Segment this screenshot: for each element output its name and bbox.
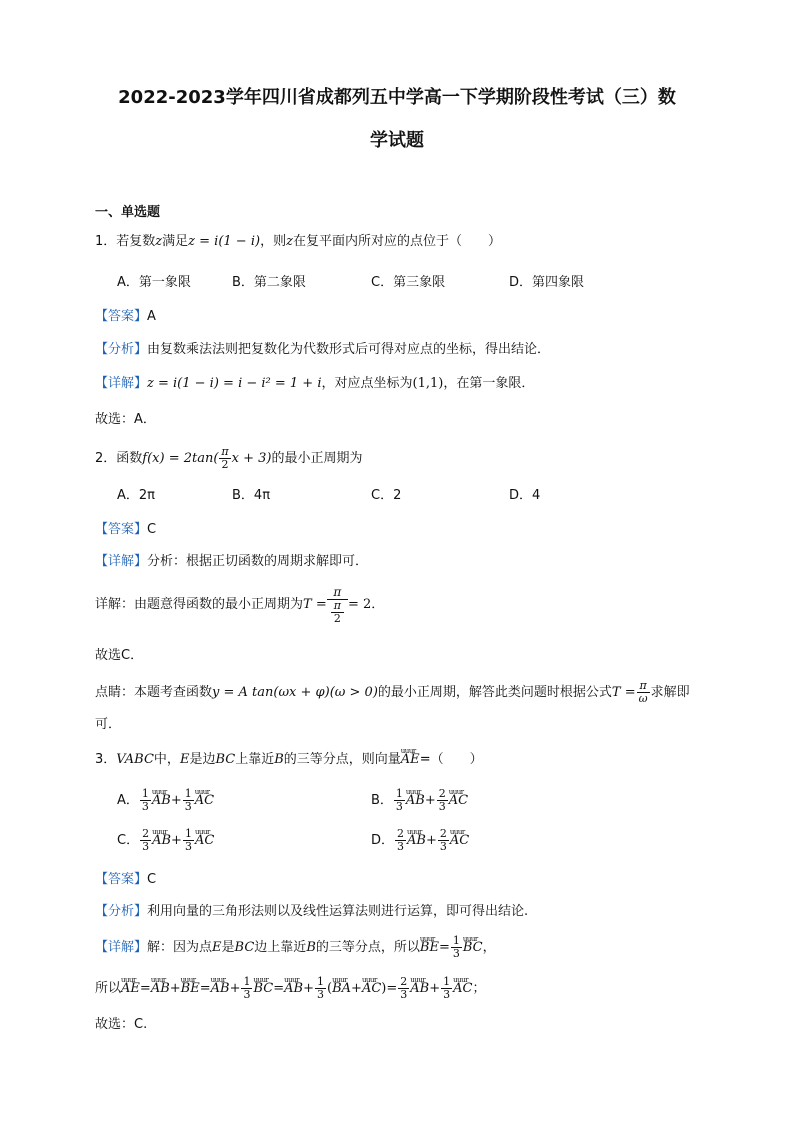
q1-detail [95, 375, 534, 393]
q2-detail2-a: 详解：由题意得函数的最小正周期为 [95, 597, 304, 612]
q1-answer-value: A [147, 309, 156, 324]
q3-chain-end: ； [472, 981, 486, 996]
q2-stem-f2: x + 3) [231, 451, 272, 466]
q2-stem-b: 的最小正周期为 [271, 451, 363, 466]
q3-chain-plus4: + [351, 981, 362, 996]
q3-analysis [95, 903, 528, 921]
q1-detail-eq: z = i(1 − i) = i − i² = 1 + i [147, 376, 322, 391]
q1-detail-a: ，对应点坐标为 [321, 376, 413, 391]
q1-option-d: D．第四象限 [509, 275, 585, 290]
q2-answer [95, 521, 156, 539]
q3-detail [95, 935, 496, 960]
q3-stem-c: 是边 [189, 752, 216, 767]
q3-chain-plus3: + [303, 981, 314, 996]
q3-opt-a-frac1 [140, 788, 151, 813]
q1-var-z2: z [286, 234, 293, 249]
q1-detail-b: ，在第一象限． [443, 376, 535, 391]
q3-opt-c-d1: 3 [142, 840, 150, 853]
q3-chain-f1n: 1 [243, 975, 251, 988]
q1-var-z: z [155, 234, 163, 249]
q3-opt-d-n1: 2 [397, 827, 405, 840]
q1-option-b: B．第二象限 [232, 275, 306, 290]
q3-opt-c-d2: 3 [184, 840, 192, 853]
q3-opt-b-vac: uuur AC [449, 792, 468, 810]
q1-conclusion: 故选：A． [95, 412, 156, 427]
q1-stem-d: 在复平面内所对应的点位于（ ） [292, 234, 501, 249]
q3-option-b-label: B． [371, 793, 393, 808]
q3-chain-eq1: = [139, 981, 151, 996]
q3-opt-d-vac: uuur AC [450, 832, 469, 850]
q3-chain-eq2: = [199, 981, 211, 996]
q3-chain-f1d: 3 [243, 988, 251, 1001]
q2-detail2-b: ． [371, 597, 385, 612]
page-title-line2: 学试题 [370, 130, 424, 151]
q3-chain-plus5: + [429, 981, 441, 996]
q3-opt-d-d1: 3 [397, 840, 405, 853]
q3-detail-d: 的三等分点，所以 [315, 940, 420, 955]
q3-answer-value: C [147, 872, 157, 887]
q2-option-d: D．4 [509, 488, 541, 503]
q3-detail-frac-num: 1 [452, 934, 460, 947]
q3-stem-BC: BC [215, 752, 236, 767]
q3-detail-tag: 【详解】 [95, 940, 148, 955]
q3-chain-AB3: uuur AB [284, 980, 303, 998]
q2-remark-num: π [637, 680, 650, 693]
q3-opt-a-vac: uuur AC [195, 792, 214, 810]
q2-detail2 [95, 580, 384, 630]
q3-chain-f2n: 1 [317, 975, 324, 988]
q2-stem [95, 446, 363, 471]
q3-stem-triangle: VABC [116, 752, 154, 767]
q3-opt-b-frac2 [437, 788, 448, 813]
q1-analysis [95, 341, 550, 359]
q3-opt-d-frac2 [438, 828, 449, 853]
q3-chain-f4d: 3 [443, 988, 451, 1001]
q3-detail-end: ， [482, 940, 496, 955]
q3-answer [95, 871, 156, 889]
q3-opt-c-frac2 [183, 828, 194, 853]
q3-detail-B: B [306, 940, 316, 955]
q2-option-b: B．4π [232, 488, 271, 503]
q3-chain-rparen: ) [381, 981, 387, 996]
q3-conclusion: 故选：C. [95, 1017, 148, 1032]
q3-opt-d-n2: 2 [439, 827, 447, 840]
q3-detail-c: 边上靠近 [254, 940, 307, 955]
q3-chain-AB2: uuur AB [211, 980, 230, 998]
q2-answer-value: C [147, 522, 157, 537]
q2-remark-f: y = A tan(ωx + φ)(ω > 0) [212, 685, 378, 700]
q3-opt-a-vab: uuur AB [152, 792, 171, 810]
q3-chain-frac4 [441, 976, 452, 1001]
q3-chain-f2d: 3 [317, 988, 324, 1001]
q3-chain-AC1: uuur AC [362, 980, 381, 998]
q1-stem-eq: z = i(1 − i) [188, 234, 261, 249]
q3-chain-plus2: + [229, 981, 241, 996]
q1-stem-a: 1．若复数 [95, 234, 156, 249]
q2-detail2-T: T = [303, 597, 327, 612]
q3-opt-b-plus: + [424, 793, 436, 808]
q3-chain-BC: uuur BC [253, 980, 273, 998]
q3-opt-b-n2: 2 [438, 787, 446, 800]
q3-chain-AB4: uuur AB [410, 980, 429, 998]
q3-detail-BC: BC [234, 940, 255, 955]
q2-remark-den: ω [638, 692, 648, 705]
q3-detail-vBE: uuur BE [420, 939, 439, 957]
q3-opt-c-vab: uuur AB [152, 832, 171, 850]
q2-detail [95, 553, 368, 571]
q3-opt-a-frac2 [183, 788, 194, 813]
q3-detail-a: 解：因为点 [147, 940, 213, 955]
q2-remark-b: 的最小正周期，解答此类问题时根据公式 [377, 685, 612, 700]
q3-detail2 [95, 976, 485, 1001]
q3-opt-a-d2: 3 [184, 800, 192, 813]
q2-answer-tag: 【答案】 [95, 522, 148, 537]
q2-stem-a: 2．函数 [95, 451, 143, 466]
q3-option-c-label: C． [117, 833, 140, 848]
q3-opt-c-n2: 1 [184, 827, 192, 840]
q3-opt-d-plus: + [425, 833, 437, 848]
q2-detail-text: 分析：根据正切函数的周期求解即可． [147, 554, 369, 569]
q3-opt-d-vab: uuur AB [407, 832, 426, 850]
q1-answer [95, 308, 156, 326]
q2-remark-end: 可． [95, 717, 122, 732]
q3-chain-frac1 [241, 976, 252, 1001]
q3-opt-b-d2: 3 [438, 800, 446, 813]
q1-detail-point: (1,1) [412, 376, 444, 391]
q3-chain-f4n: 1 [443, 975, 451, 988]
q2-remark [95, 680, 690, 705]
q2-stem-f: f(x) = 2tan( [142, 451, 219, 466]
q3-chain-AE: uuur AE [121, 980, 140, 998]
q3-stem-f: =（ ） [419, 752, 483, 767]
q3-stem-B: B [274, 752, 284, 767]
q1-stem [95, 233, 501, 251]
q1-stem-c: ，则 [260, 234, 287, 249]
q2-detail2-fraction [327, 585, 348, 625]
q3-opt-c-n1: 2 [142, 827, 150, 840]
q3-chain-lparen: ( [327, 981, 333, 996]
q3-detail-frac [451, 935, 462, 960]
q3-detail-b: 是 [221, 940, 235, 955]
q3-opt-c-plus: + [171, 833, 182, 848]
q3-analysis-text: 利用向量的三角形法则以及线性运算法则进行运算，即可得出结论. [147, 904, 529, 919]
q3-chain-frac3 [398, 976, 409, 1001]
q3-stem-d: 上靠近 [235, 752, 275, 767]
q3-opt-a-n2: 1 [184, 787, 192, 800]
q2-detail2-den [327, 600, 348, 625]
q3-option-a [117, 788, 214, 813]
q2-remark-T: T = [611, 685, 636, 700]
q3-option-b [371, 788, 468, 813]
q3-stem-vector: uuur AE [401, 751, 420, 769]
q2-stem-fraction [219, 446, 230, 471]
q3-chain-f3n: 2 [400, 975, 408, 988]
q3-option-d [371, 828, 469, 853]
q3-chain-frac2 [315, 976, 326, 1001]
page-title-line1: 2022-2023学年四川省成都列五中学高一下学期阶段性考试（三）数 [118, 87, 676, 108]
q3-answer-tag: 【答案】 [95, 872, 148, 887]
q3-chain-BE: uuur BE [181, 980, 200, 998]
q3-opt-b-n1: 1 [395, 787, 403, 800]
section-heading: 一、单选题 [95, 205, 161, 220]
q3-option-a-label: A． [117, 793, 139, 808]
q3-option-d-label: D． [371, 833, 395, 848]
q3-stem [95, 751, 483, 769]
q3-detail-E: E [212, 940, 222, 955]
q3-detail-eq: = [438, 940, 450, 955]
q3-opt-b-vab: uuur AB [406, 792, 425, 810]
q1-analysis-tag: 【分析】 [95, 342, 148, 357]
q2-conclusion: 故选C． [95, 648, 144, 663]
q3-option-c [117, 828, 214, 853]
q3-chain-BA: uuur BA [332, 980, 351, 998]
q1-option-c: C．第三象限 [371, 275, 446, 290]
q3-stem-e: 的三等分点，则向量 [283, 752, 401, 767]
q2-option-c: C．2 [371, 488, 402, 503]
q3-opt-d-d2: 3 [439, 840, 447, 853]
q2-option-a: A．2π [117, 488, 155, 503]
q3-opt-a-n1: 1 [141, 787, 149, 800]
q2-detail2-inner-fraction [331, 600, 344, 625]
q3-chain-plus1: + [169, 981, 181, 996]
q1-answer-tag: 【答案】 [95, 309, 148, 324]
q3-opt-b-frac1 [394, 788, 405, 813]
q2-detail2-eq: = 2 [347, 597, 372, 612]
q3-chain-f3d: 3 [400, 988, 408, 1001]
q2-remark-fraction [637, 680, 650, 705]
q3-detail2-a: 所以 [95, 981, 122, 996]
q3-opt-b-d1: 3 [395, 800, 403, 813]
q1-option-a: A．第一象限 [117, 275, 191, 290]
q1-stem-b: 满足 [162, 234, 189, 249]
q3-detail-vBC: uuur BC [463, 939, 483, 957]
q2-detail-tag: 【详解】 [95, 554, 148, 569]
q2-detail2-num: π [327, 585, 348, 600]
q3-opt-a-d1: 3 [141, 800, 149, 813]
q2-remark-c: 求解即 [650, 685, 690, 700]
q2-frac-num: π [221, 445, 229, 458]
q2-remark-a: 点睛：本题考查函数 [95, 685, 213, 700]
q2-detail2-inner-den: 2 [333, 611, 341, 625]
q3-chain-eq4: = [386, 981, 398, 996]
q3-opt-c-vac: uuur AC [195, 832, 214, 850]
q3-analysis-tag: 【分析】 [95, 904, 148, 919]
q2-detail2-inner-num: π [331, 600, 344, 613]
q3-stem-E: E [179, 752, 190, 767]
q3-chain-AB1: uuur AB [151, 980, 170, 998]
q3-stem-b: 中， [153, 752, 180, 767]
q3-detail-frac-den: 3 [452, 947, 460, 960]
q2-frac-den: 2 [221, 458, 229, 471]
q1-detail-tag: 【详解】 [95, 376, 148, 391]
q3-stem-a: 3． [95, 752, 117, 767]
q1-analysis-text: 由复数乘法法则把复数化为代数形式后可得对应点的坐标，得出结论． [147, 342, 551, 357]
q3-chain-eq3: = [273, 981, 285, 996]
q3-opt-d-frac1 [395, 828, 406, 853]
q3-opt-c-frac1 [140, 828, 151, 853]
q3-chain-AC2: uuur AC [453, 980, 472, 998]
q3-opt-a-plus: + [170, 793, 182, 808]
